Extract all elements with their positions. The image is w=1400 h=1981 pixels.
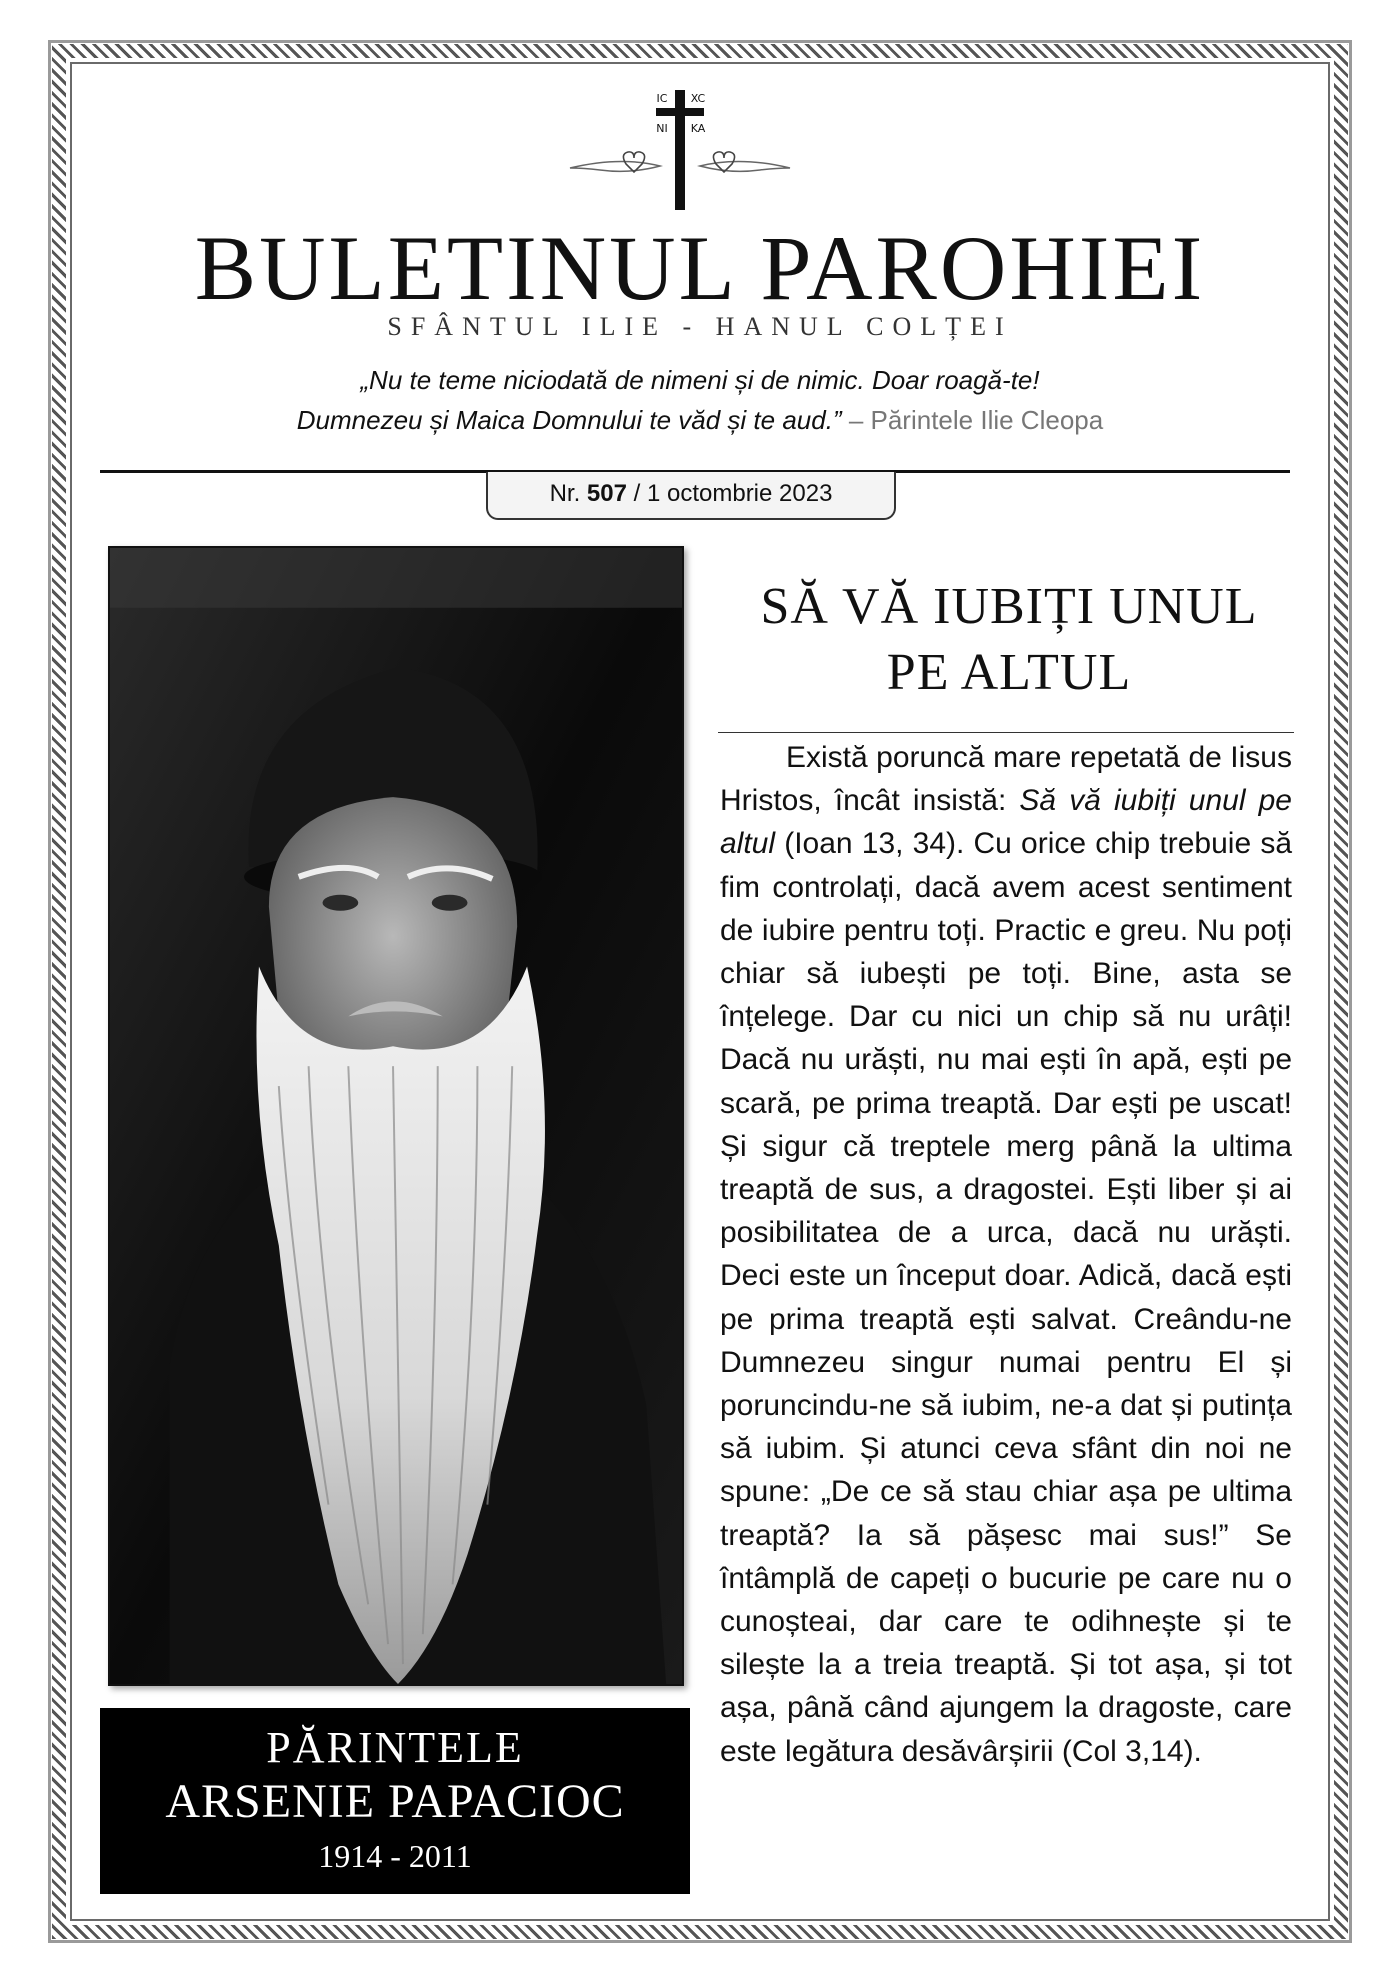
article-title	[716, 574, 1302, 706]
caption-title: PĂRINTELE	[266, 1723, 524, 1772]
right-flourish-icon	[700, 161, 790, 171]
portrait-photo	[108, 546, 684, 1686]
cross-horizontal	[656, 108, 704, 116]
issue-prefix: Nr.	[549, 480, 587, 507]
bulletin-title: BULETINUL PAROHIEI	[194, 217, 1206, 319]
issue-badge	[486, 472, 896, 520]
emblem-label-ka: KA	[690, 122, 706, 135]
caption-name: ARSENIE PAPACIOC	[165, 1775, 625, 1828]
emblem-label-ic: IC	[656, 92, 668, 105]
article-rule	[718, 732, 1294, 733]
issue-date: / 1 octombrie 2023	[626, 480, 833, 507]
article-text-start: Există poruncă mare repetată de Iisus Hristos, încât insistă:	[720, 741, 1292, 818]
cross-emblem	[560, 86, 800, 216]
emblem-label-xc: XC	[690, 92, 706, 105]
quote-line-1: „Nu te teme niciodată de nimeni și de nimic. Doar roagă-te!	[360, 365, 1040, 395]
header-quote	[120, 360, 1280, 440]
article-title-line-1: SĂ VĂ IUBIȚI UNUL	[760, 578, 1258, 635]
issue-number: 507	[586, 480, 627, 507]
quote-author: – Părintele Ilie Cleopa	[841, 405, 1104, 435]
article-title-line-2: PE ALTUL	[886, 644, 1132, 701]
emblem-label-ni: NI	[656, 122, 668, 135]
article-body	[720, 736, 1292, 1773]
caption-years: 1914 - 2011	[318, 1838, 472, 1874]
quote-line-2: Dumnezeu și Maica Domnului te văd și te aud.”	[296, 405, 842, 435]
article-text-rest: (Ioan 13, 34). Cu orice chip trebuie să fim controlați, dacă avem acest sentiment de iubire pentru toți. Practic e greu. Nu poți chiar să iubești pe toți. Bine, asta se înțelege. Dar cu nici un chip să nu urâți! Dacă nu urăști, nu mai ești în apă, ești pe scară, pe prima treaptă. Dar ești pe uscat! Și sigur că treptele merg până la ultima treaptă de sus, a dragostei. Ești liber și ai posibilitatea de a urca, dacă nu urăști. Deci este un început doar. Adică, dacă ești pe prima treaptă ești salvat. Creându-ne Dumnezeu singur numai pentru El și poruncindu-ne să iubim, ne-a dat și putința să iubim. Și atunci ceva sfânt din noi ne spune: „De ce să stau chiar așa pe ultima treaptă? Ia să pășesc mai sus!” Se întâmplă de capeți o bucurie pe care nu o cunoșteai, dar care te odihnește și te silește la a treia treaptă. Și tot așa, și tot așa, până când ajungem la dragoste, care este legătura desăvârșirii (Col 3,14).	[720, 827, 1292, 1768]
parish-subtitle: SFÂNTUL ILIE - HANUL COLȚEI	[387, 312, 1013, 341]
photo-caption	[100, 1708, 690, 1894]
left-flourish-icon	[570, 161, 660, 171]
quote-line-2-wrap	[120, 400, 1280, 440]
article-text-italic: Să vă iubiți unul pe altul	[720, 784, 1292, 861]
